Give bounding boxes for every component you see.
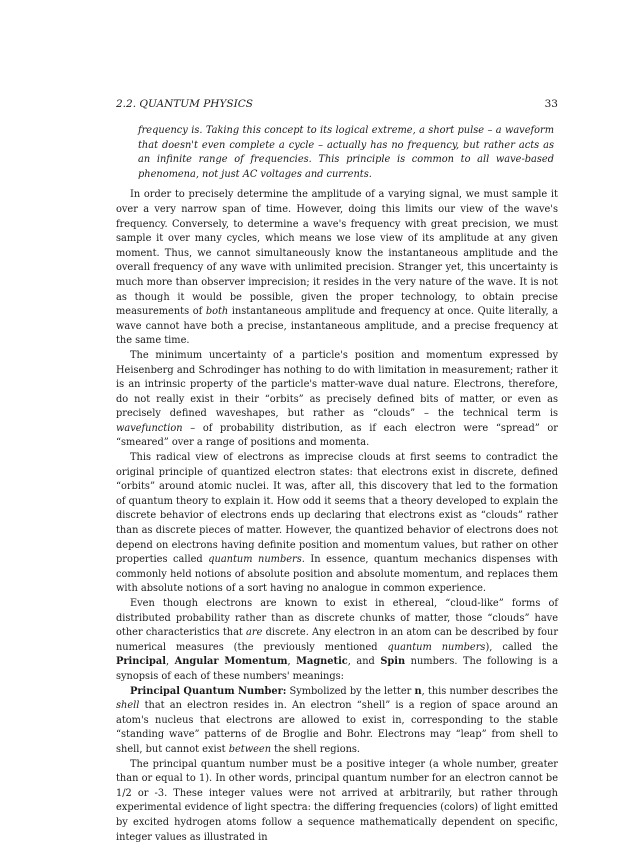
paragraph-text: , this number describes the: [421, 685, 558, 697]
bold-term: Spin: [380, 656, 406, 668]
paragraph-text: numbers. The following is a synopsis of each of these numbers' meanings:: [116, 656, 558, 682]
paragraph: [116, 758, 558, 845]
paragraph-text: . In essence, quantum mechanics dispenses with commonly held notions of absolute position and absolute momentum, and replaces them with absolute notions of a sort having no analogue in common experience.: [116, 554, 558, 595]
paragraph-text: ,: [287, 656, 297, 668]
emphasis-text: shell: [116, 700, 140, 712]
running-header: [116, 98, 558, 110]
emphasis-text: wavefunction: [116, 422, 183, 434]
bold-term: Principal Quantum Number:: [130, 685, 287, 697]
paragraph: [116, 188, 558, 349]
paragraph-text: – of probability distribution, as if each electron were “spread” or “smeared” over a range of positions and momenta.: [116, 422, 558, 449]
bold-term: Magnetic: [296, 656, 348, 668]
paragraph-text: ), called the: [485, 641, 559, 653]
emphasis-text: quantum numbers: [387, 641, 486, 653]
paragraph-text: the shell regions.: [271, 743, 361, 755]
paragraph: [116, 685, 558, 758]
paragraph-text: This radical view of electrons as imprecise clouds at first seems to contradict the original principle of quantized electron states: that electrons exist in discrete, defined “orbits” around atomic nuclei. It was, after all, this discovery that led to the formation of quantum theory to explain it. How odd it seems that a theory developed to explain the discrete behavior of electrons ends up declaring that electrons exist as “clouds” rather than as discrete pieces of matter. However, the quantized behavior of electrons does not depend on electrons having definite position and momentum values, but rather on other properties called: [116, 452, 558, 566]
paragraph: [116, 451, 558, 597]
paragraph-text: that an electron resides in. An electron “shell” is a region of space around an atom's nucleus that electrons are allowed to exist in, corresponding to the stable “standing wave” patterns of de Broglie and Bohr. Electrons may “leap” from shell to shell, but cannot exist: [116, 700, 558, 755]
paragraph: [116, 597, 558, 685]
emphasis-text: both: [205, 306, 229, 318]
paragraph-text: The minimum uncertainty of a particle's position and momentum expressed by Heisenberg and Schrodinger has nothing to do with limitation in measurement; rather it is an intrinsic property of the particle's matter-wave dual nature. Electrons, therefore, do not really exist in their “orbits” as precisely defined bits of matter, or even as precisely defined waveshapes, but rather as “clouds” – the technical term is: [116, 349, 558, 420]
emphasis-text: are: [246, 627, 263, 639]
paragraph: [116, 349, 558, 451]
emphasis-text: quantum numbers: [208, 554, 302, 566]
bold-term: Angular Momentum: [174, 656, 288, 668]
paragraph-text: In order to precisely determine the amplitude of a varying signal, we must sample it over a very narrow span of time. However, doing this limits our view of the wave's frequency. Conversely, to determine a wave's frequency with great precision, we must sample it over many cycles, which means we lose view of its amplitude at any given moment. Thus, we cannot simultaneously know the instantaneous amplitude and the overall frequency of any wave with unlimited precision. Stranger yet, this uncertainty is much more than observer imprecision; it resides in the very nature of the wave. It is not as though it would be possible, given the proper technology, to obtain precise measurements of: [116, 189, 558, 318]
quoted-passage: frequency is. Taking this concept to its logical extreme, a short pulse – a waveform that doesn't even complete a cycle – actually has no frequency, but rather acts as an infinite range of frequencies. This principle is common to all wave-based phenomena, not just AC voltages and currents.: [138, 125, 554, 180]
page-number: 33: [544, 98, 558, 110]
paragraph-text: discrete. Any electron in an atom can be described by four numerical measures (the previously mentioned: [116, 627, 559, 653]
emphasis-text: between: [228, 743, 272, 755]
paragraph-text: , and: [347, 656, 381, 668]
paragraph-text: ,: [165, 656, 175, 668]
document-page: [116, 98, 558, 845]
section-heading: 2.2. QUANTUM PHYSICS: [116, 98, 253, 110]
bold-term: Principal: [116, 656, 166, 668]
paragraph-text: The principal quantum number must be a positive integer (a whole number, greater than or equal to 1). In other words, principal quantum number for an electron cannot be 1/2 or -3. These integer values were not arrived at arbitrarily, but rather through experimental evidence of light spectra: the differing frequencies (colors) of light emitted by excited hydrogen atoms follow a sequence mathematically dependent on specific, integer values as illustrated in: [116, 758, 558, 843]
paragraph-text: instantaneous amplitude and frequency at once. Quite literally, a wave cannot have both a precise, instantaneous amplitude, and a precise frequency at the same time.: [116, 306, 558, 347]
bold-term: n: [414, 685, 422, 697]
paragraph-text: Symbolized by the letter: [286, 685, 415, 697]
body-text: [116, 188, 558, 845]
paragraph-text: Even though electrons are known to exist in ethereal, “cloud-like” forms of distributed probability rather than as discrete chunks of matter, those “clouds” have other characteristics that: [116, 598, 558, 639]
